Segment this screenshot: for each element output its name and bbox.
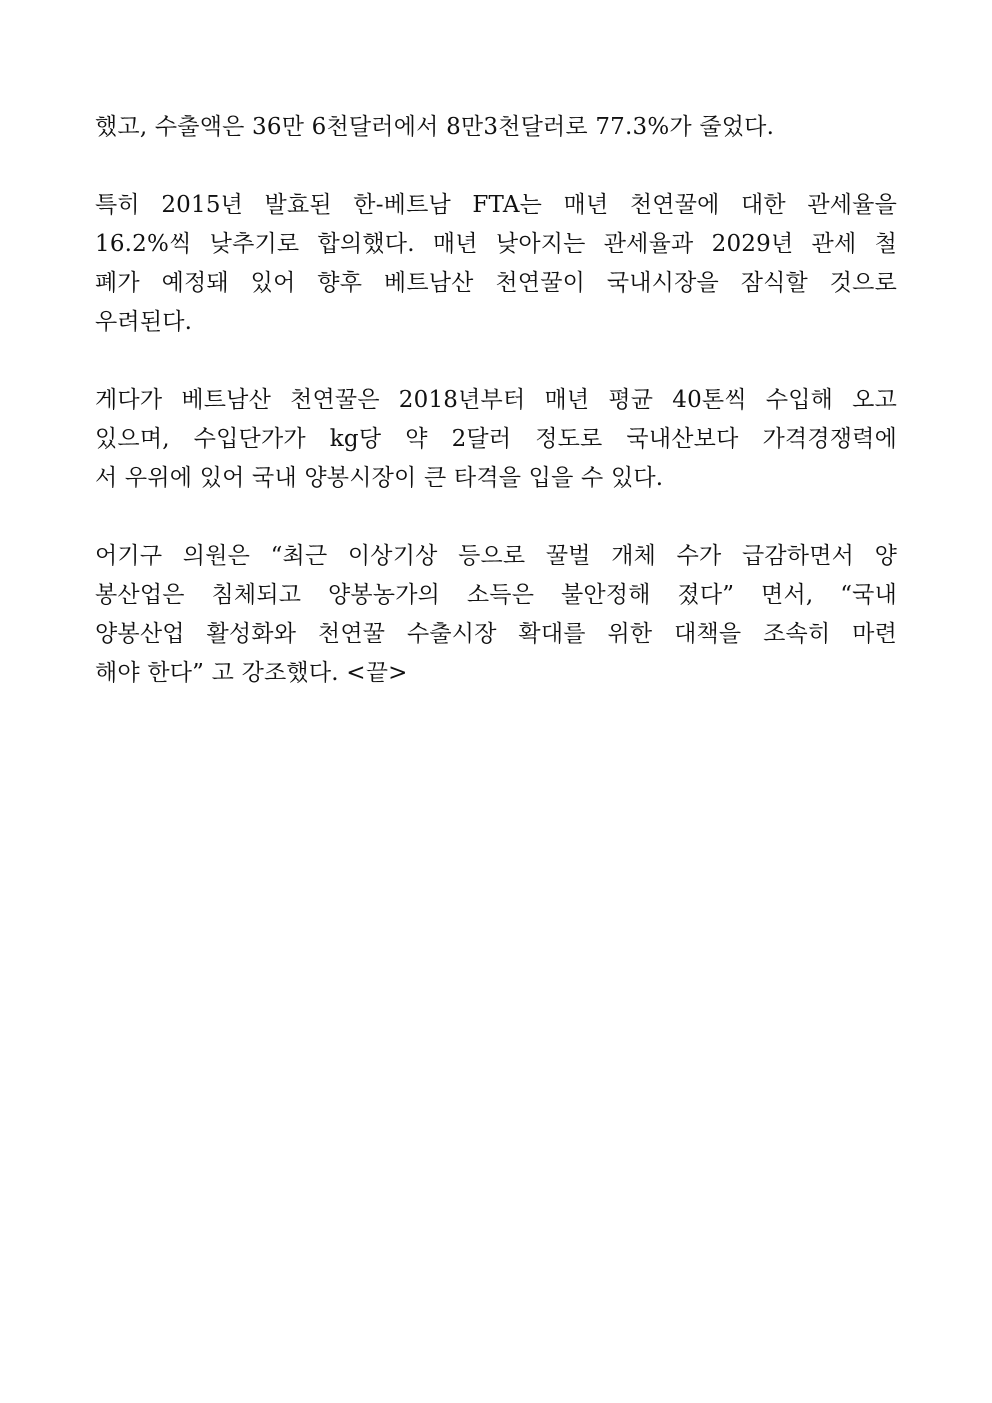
text-line: 16.2%씩 낮추기로 합의했다. 매년 낮아지는 관세율과 2029년 관세 철	[95, 231, 897, 257]
text-line: 우려된다.	[95, 309, 193, 335]
text-line: 게다가 베트남산 천연꿀은 2018년부터 매년 평균 40톤씩 수입해 오고	[95, 387, 897, 413]
text-line: 특히 2015년 발효된 한-베트남 FTA는 매년 천연꿀에 대한 관세율을	[95, 192, 897, 218]
document-page	[95, 108, 897, 732]
text-line: 했고, 수출액은 36만 6천달러에서 8만3천달러로 77.3%가 줄었다.	[95, 114, 775, 140]
paragraph-fta-tariff	[95, 186, 897, 342]
text-line: 양봉산업 활성화와 천연꿀 수출시장 확대를 위한 대책을 조속히 마련	[95, 621, 897, 647]
text-line: 있으며, 수입단가가 kg당 약 2달러 정도로 국내산보다 가격경쟁력에	[95, 426, 897, 452]
text-line: 어기구 의원은 “최근 이상기상 등으로 꿀벌 개체 수가 급감하면서 양	[95, 543, 897, 569]
text-line: 해야 한다” 고 강조했다. <끝>	[95, 660, 408, 686]
text-line: 봉산업은 침체되고 양봉농가의 소득은 불안정해 졌다” 면서, “국내	[95, 582, 897, 608]
paragraph-vietnam-imports	[95, 381, 897, 498]
text-line: 서 우위에 있어 국내 양봉시장이 큰 타격을 입을 수 있다.	[95, 465, 664, 491]
text-line: 폐가 예정돼 있어 향후 베트남산 천연꿀이 국내시장을 잠식할 것으로	[95, 270, 897, 296]
paragraph-lawmaker-quote	[95, 537, 897, 693]
paragraph-export-decline	[95, 108, 897, 147]
